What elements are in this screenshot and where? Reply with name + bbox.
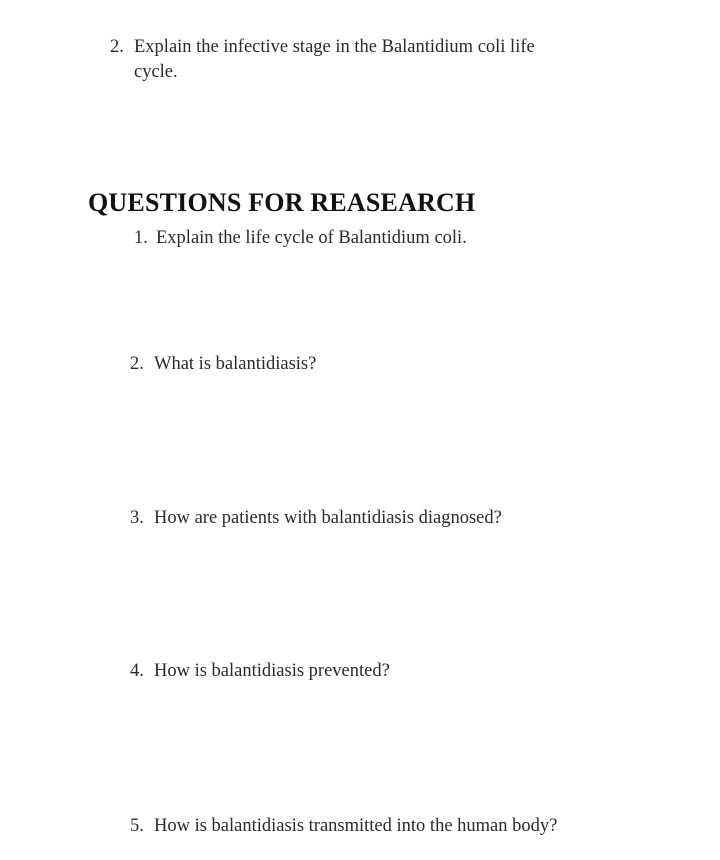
section-heading: QUESTIONS FOR REASEARCH xyxy=(88,188,476,217)
question-number: 2. xyxy=(130,354,144,374)
question-number: 3. xyxy=(130,508,144,528)
question-text-line-2: cycle. xyxy=(134,62,178,82)
question-number: 1. xyxy=(134,228,148,248)
question-text: How are patients with balantidiasis diagnosed? xyxy=(154,508,502,528)
question-text: How is balantidiasis prevented? xyxy=(154,661,390,681)
question-text: Explain the life cycle of Balantidium coli. xyxy=(156,228,467,248)
question-number: 4. xyxy=(130,661,144,681)
question-text: What is balantidiasis? xyxy=(154,354,317,374)
question-text-line-1: Explain the infective stage in the Balantidium coli life xyxy=(134,37,535,57)
question-text: How is balantidiasis transmitted into the human body? xyxy=(154,816,558,836)
question-number: 5. xyxy=(130,816,144,836)
question-number: 2. xyxy=(110,37,124,57)
